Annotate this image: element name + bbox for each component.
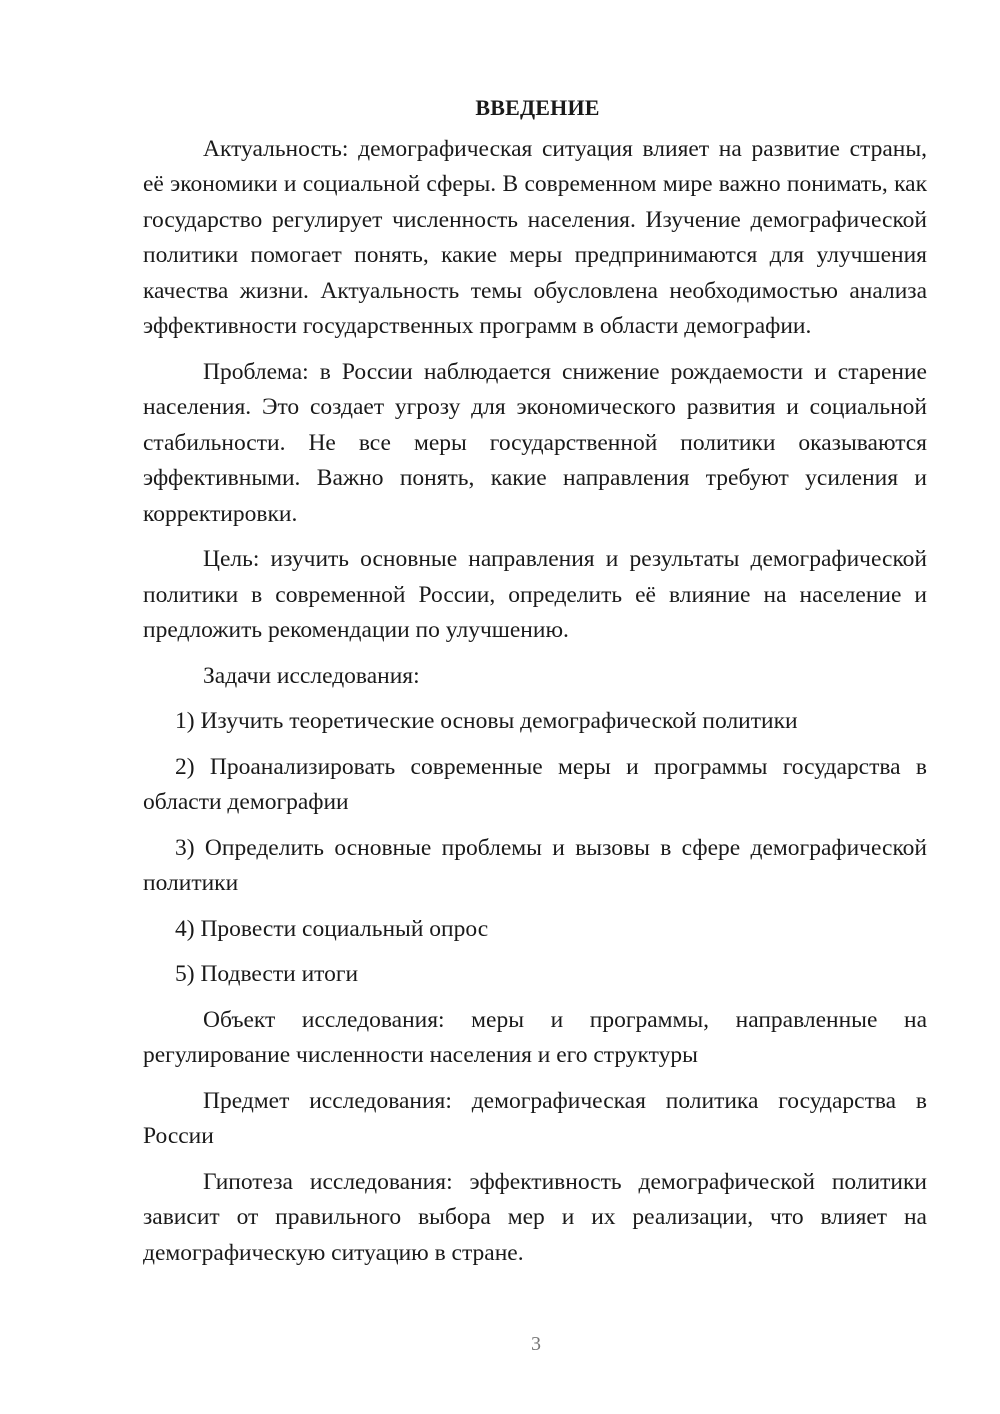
task-item-1: 1) Изучить теоретические основы демографической политики xyxy=(175,708,798,734)
problem-paragraph: Проблема: в России наблюдается снижение рождаемости и старение населения. Это создает угрозу для экономического развития и социальной стабильности. Не все меры государственной политики оказываются эффективными. Важно понять, какие направления требуют усиления и корректировки. xyxy=(143,358,927,527)
hypothesis-paragraph: Гипотеза исследования: эффективность демографической политики зависит от правильного выбора мер и их реализации, что влияет на демографическую ситуацию в стране. xyxy=(143,1168,927,1266)
task-item-4: 4) Провести социальный опрос xyxy=(175,915,489,942)
document-page xyxy=(143,90,927,1281)
task-item-2: 2) Проанализировать современные меры и программы государства в области демографии xyxy=(143,753,927,815)
page-number: 3 xyxy=(531,1333,541,1355)
task-item-3: 3) Определить основные проблемы и вызовы в сфере демографической политики xyxy=(143,834,927,896)
tasks-heading: Задачи исследования: xyxy=(203,662,420,689)
goal-paragraph: Цель: изучить основные направления и результаты демографической политики в современной России, определить её влияние на население и предложить рекомендации по улучшению. xyxy=(143,546,927,643)
task-item-5: 5) Подвести итоги xyxy=(175,961,359,987)
page-title: ВВЕДЕНИЕ xyxy=(475,95,600,120)
relevance-paragraph: Актуальность: демографическая ситуация влияет на развитие страны, её экономики и социальной сферы. В современном мире важно понимать, как государство регулирует численность населения. Изучение демографической политики помогает понять, какие меры предпринимаются для улучшения качества жизни. Актуальность темы обусловлена необходимостью анализа эффективности государственных программ в области демографии. xyxy=(143,135,927,339)
object-paragraph: Объект исследования: меры и программы, направленные на регулирование численности населения и его структуры xyxy=(143,1006,927,1068)
subject-paragraph: Предмет исследования: демографическая политика государства в России xyxy=(143,1087,927,1149)
